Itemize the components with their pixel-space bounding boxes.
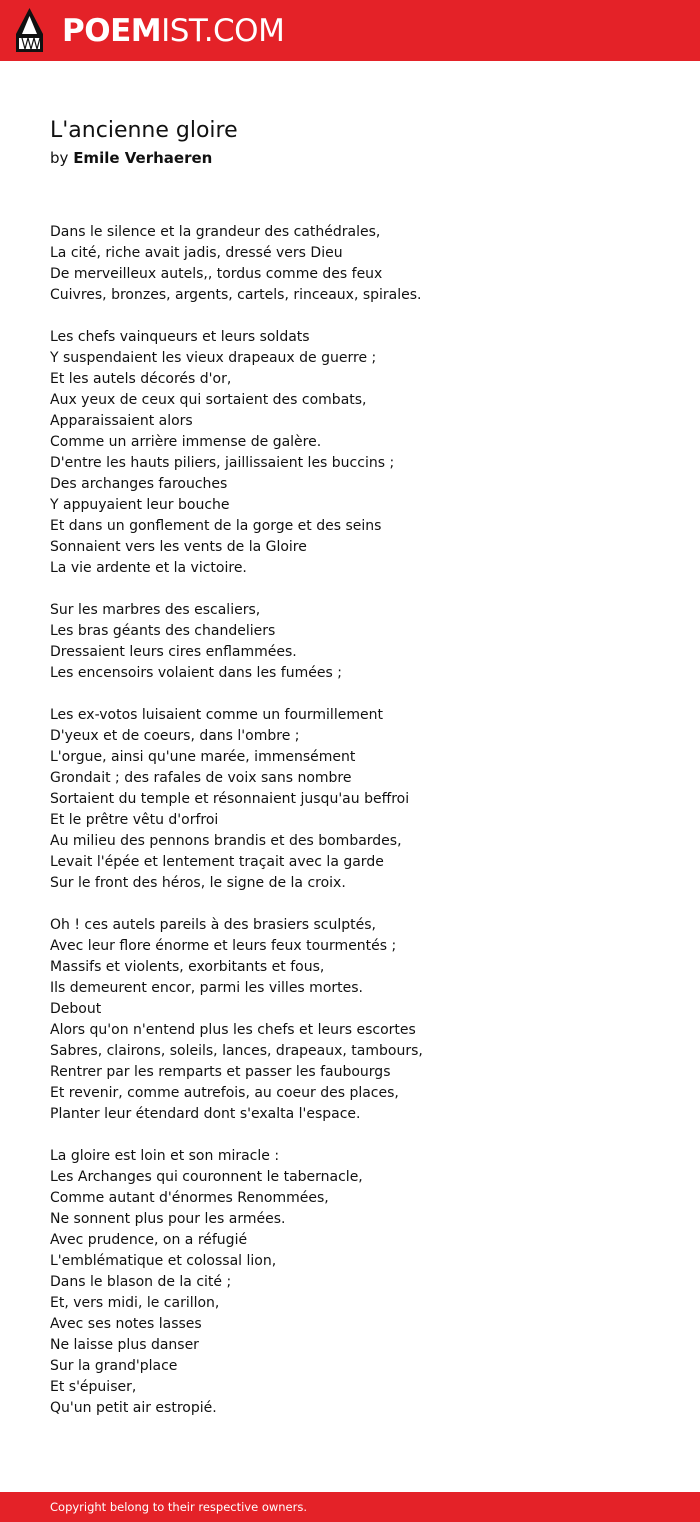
poem-line: Les bras géants des chandeliers	[50, 623, 276, 639]
poem-line: Ils demeurent encor, parmi les villes mortes.	[50, 980, 363, 996]
poem-line: Les encensoirs volaient dans les fumées ;	[50, 665, 342, 681]
poem-line: Et revenir, comme autrefois, au coeur des places,	[50, 1085, 399, 1101]
poem-line: Apparaissaient alors	[50, 413, 193, 429]
poem-line: Des archanges farouches	[50, 476, 228, 492]
poem-line: Cuivres, bronzes, argents, cartels, rinceaux, spirales.	[50, 287, 422, 303]
poem-line: Dans le blason de la cité ;	[50, 1274, 232, 1290]
poem-line: Dans le silence et la grandeur des cathédrales,	[50, 224, 381, 240]
poem-line: L'emblématique et colossal lion,	[50, 1253, 277, 1269]
poem-line: Oh ! ces autels pareils à des brasiers sculptés,	[50, 917, 376, 933]
poem-line: Aux yeux de ceux qui sortaient des combats,	[50, 392, 367, 408]
poem-line: La vie ardente et la victoire.	[50, 560, 247, 576]
poem-line: Ne sonnent plus pour les armées.	[50, 1211, 286, 1227]
poem-line: Et s'épuiser,	[50, 1379, 137, 1395]
poem-body	[50, 222, 650, 1419]
poem-stanza	[50, 705, 650, 894]
logo-light-text: IST.COM	[161, 13, 285, 49]
poem-line: De merveilleux autels,, tordus comme des feux	[50, 266, 383, 282]
poem-line: Massifs et violents, exorbitants et fous,	[50, 959, 325, 975]
poem-line: Sonnaient vers les vents de la Gloire	[50, 539, 307, 555]
poem-line: Avec leur flore énorme et leurs feux tourmentés ;	[50, 938, 397, 954]
poem-line: Qu'un petit air estropié.	[50, 1400, 217, 1416]
poem-line: Et, vers midi, le carillon,	[50, 1295, 220, 1311]
poem-line: Sabres, clairons, soleils, lances, drapeaux, tambours,	[50, 1043, 423, 1059]
poem-line: Alors qu'on n'entend plus les chefs et leurs escortes	[50, 1022, 416, 1038]
poem-line: Avec prudence, on a réfugié	[50, 1232, 248, 1248]
poem-stanza	[50, 600, 650, 684]
poem-line: La cité, riche avait jadis, dressé vers Dieu	[50, 245, 343, 261]
site-footer	[0, 1492, 700, 1522]
poem-line: Et le prêtre vêtu d'orfroi	[50, 812, 219, 828]
site-logo[interactable]	[62, 11, 284, 51]
poem-line: Et les autels décorés d'or,	[50, 371, 232, 387]
poem-line: Et dans un gonflement de la gorge et des seins	[50, 518, 382, 534]
copyright-text: Copyright belong to their respective owners.	[50, 1500, 308, 1514]
poem-line: Sur les marbres des escaliers,	[50, 602, 261, 618]
poem-line: Avec ses notes lasses	[50, 1316, 202, 1332]
poem-line: Les chefs vainqueurs et leurs soldats	[50, 329, 310, 345]
poem-line: Y suspendaient les vieux drapeaux de guerre ;	[50, 350, 377, 366]
poem-stanza	[50, 1146, 650, 1419]
site-header	[0, 0, 700, 61]
poem-line: Y appuyaient leur bouche	[50, 497, 230, 513]
poem-line: Les Archanges qui couronnent le tabernacle,	[50, 1169, 363, 1185]
by-label: by	[50, 149, 69, 167]
poem-title: L'ancienne gloire	[50, 118, 238, 143]
poem-line: Sortaient du temple et résonnaient jusqu'au beffroi	[50, 791, 410, 807]
poem-line: Au milieu des pennons brandis et des bombardes,	[50, 833, 402, 849]
poem-line: Ne laisse plus danser	[50, 1337, 199, 1353]
poem-stanza	[50, 222, 650, 306]
poem-line: Rentrer par les remparts et passer les faubourgs	[50, 1064, 391, 1080]
poem-line: Planter leur étendard dont s'exalta l'espace.	[50, 1106, 361, 1122]
logo-bold-text: POEM	[62, 13, 162, 49]
poem-stanza	[50, 915, 650, 1125]
poem-line: Dressaient leurs cires enflammées.	[50, 644, 297, 660]
poem-line: Comme un arrière immense de galère.	[50, 434, 322, 450]
poem-line: Sur le front des héros, le signe de la croix.	[50, 875, 346, 891]
poem-author[interactable]: Emile Verhaeren	[73, 149, 213, 167]
poem-line: Levait l'épée et lentement traçait avec la garde	[50, 854, 384, 870]
poem-line: Grondait ; des rafales de voix sans nombre	[50, 770, 352, 786]
poem-line: L'orgue, ainsi qu'une marée, immensément	[50, 749, 356, 765]
poem-content	[50, 116, 650, 1440]
poem-byline	[50, 146, 650, 170]
poem-line: Debout	[50, 1001, 102, 1017]
poem-line: D'entre les hauts piliers, jaillissaient les buccins ;	[50, 455, 395, 471]
poem-stanza	[50, 327, 650, 579]
poem-line: La gloire est loin et son miracle :	[50, 1148, 280, 1164]
poem-line: Les ex-votos luisaient comme un fourmillement	[50, 707, 383, 723]
poem-line: D'yeux et de coeurs, dans l'ombre ;	[50, 728, 300, 744]
poem-line: Sur la grand'place	[50, 1358, 178, 1374]
poem-line: Comme autant d'énormes Renommées,	[50, 1190, 329, 1206]
pencil-tip-icon[interactable]	[16, 8, 43, 52]
